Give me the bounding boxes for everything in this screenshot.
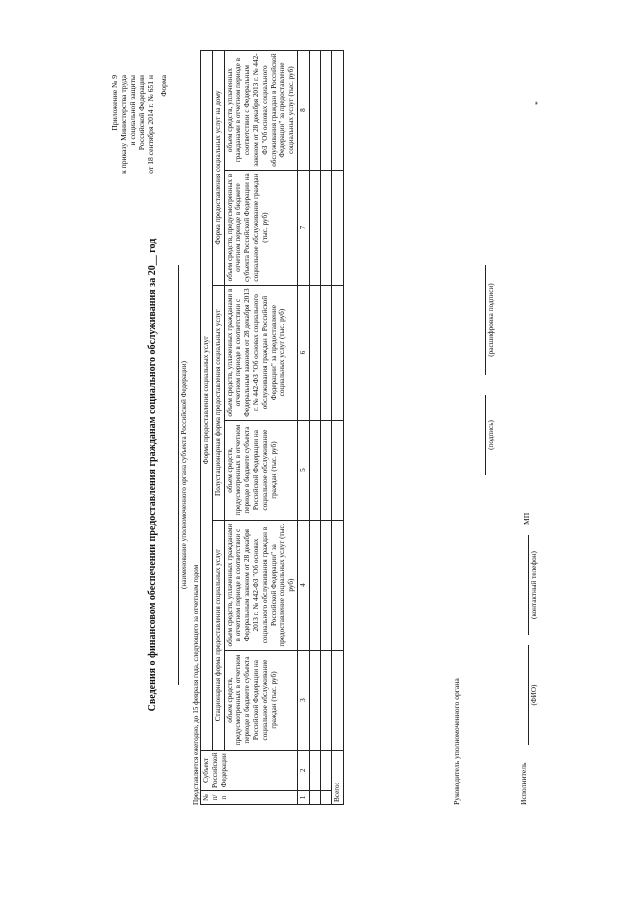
appendix-line: и социальной защиты xyxy=(128,75,137,146)
group-home-header: Форма предоставления социальных услуг на дому xyxy=(212,50,224,285)
stamp-label: МП xyxy=(522,512,531,525)
appendix-number: Приложение № 9 xyxy=(110,75,119,131)
data-cell[interactable] xyxy=(320,791,331,805)
signature-caption: (подпись) xyxy=(487,420,495,450)
decode-line[interactable] xyxy=(485,265,486,375)
index-cell: 7 xyxy=(297,170,309,285)
data-cell[interactable] xyxy=(320,520,331,650)
data-row xyxy=(309,50,320,804)
appendix-line: к приказу Министерства труда xyxy=(119,75,128,174)
col-number-header: № п/п xyxy=(201,791,298,805)
phone-line[interactable] xyxy=(528,535,529,635)
group-stationary-header: Стационарная форма предоставления социальных услуг xyxy=(212,520,224,750)
appendix-block xyxy=(110,75,168,215)
appendix-line: Российской Федерации xyxy=(137,75,146,151)
data-cell[interactable] xyxy=(309,285,320,420)
appendix-date: от 18 сентября 2014 г. № 651 н xyxy=(146,75,155,174)
col-subject-header: Субъект Российской Федерации xyxy=(201,750,298,790)
data-row xyxy=(320,50,331,804)
index-cell: 5 xyxy=(297,420,309,520)
submission-note: Представляется ежегодно, до 15 февраля года, следующего за отчетным годом xyxy=(192,564,200,805)
data-cell[interactable] xyxy=(309,650,320,750)
finance-table xyxy=(200,50,344,805)
signature-line[interactable] xyxy=(485,395,486,475)
document-title: Сведения о финансовом обеспечении предоставления гражданам социального обслуживания за 20__ год xyxy=(147,238,158,712)
page-mark: * xyxy=(533,101,542,105)
data-cell[interactable] xyxy=(320,420,331,520)
total-cell[interactable] xyxy=(331,170,343,285)
index-cell: 2 xyxy=(297,750,309,790)
total-cell[interactable] xyxy=(331,420,343,520)
data-cell[interactable] xyxy=(320,170,331,285)
head-label: Руководитель уполномоченного органа xyxy=(452,678,461,805)
data-cell[interactable] xyxy=(309,420,320,520)
col-budget-header: объем средств, предусмотренных в отчетном периоде в бюджете субъекта Российской Федерации на социальное обслуживание граждан (тыс. руб) xyxy=(224,650,297,750)
fio-line[interactable] xyxy=(528,645,529,745)
index-row xyxy=(297,50,309,804)
form-label: Форма xyxy=(159,75,168,97)
total-cell[interactable] xyxy=(331,285,343,420)
data-cell[interactable] xyxy=(309,750,320,790)
col-paid-header: объем средств, уплаченных гражданами в отчетном периоде в соответствии с Федеральным законом от 28 декабря 2013 г. № 442-ФЗ "Об основах социального обслуживания граждан в Российской Федерации" за предоставление социальных услуг (тыс. руб) xyxy=(224,520,297,650)
decode-caption: (расшифровка подписи) xyxy=(487,283,495,357)
total-cell[interactable] xyxy=(331,50,343,170)
data-cell[interactable] xyxy=(320,650,331,750)
col-paid-header: объем средств, уплаченных гражданами в отчетном периоде в соответствии с Федеральным законом от 28 декабря 2013 г. № 442-ФЗ "Об основах социального обслуживания граждан в Российской Федерации" за предоставление социальных услуг (тыс. руб) xyxy=(224,50,297,170)
total-cell[interactable] xyxy=(331,520,343,650)
org-caption: (наименование уполномоченного органа субъекта Российской Федерации) xyxy=(180,361,188,589)
col-paid-header: объем средств, уплаченных гражданами в отчетном периоде в соответствии с Федеральным законом от 28 декабря 2013 г. № 442-ФЗ "Об основах социального обслуживания граждан в Российской Федерации" за предоставление социальных услуг (тыс. руб) xyxy=(224,285,297,420)
data-cell[interactable] xyxy=(309,170,320,285)
index-cell: 6 xyxy=(297,285,309,420)
phone-caption: (контактный телефон) xyxy=(530,551,538,619)
data-cell[interactable] xyxy=(309,520,320,650)
total-row xyxy=(331,50,343,804)
data-cell[interactable] xyxy=(320,285,331,420)
index-cell: 3 xyxy=(297,650,309,750)
index-cell: 8 xyxy=(297,50,309,170)
org-name-line[interactable] xyxy=(178,265,179,685)
group-forms-header: Форма предоставления социальных услуг xyxy=(201,50,213,750)
data-cell[interactable] xyxy=(320,750,331,790)
index-cell: 1 xyxy=(297,791,309,805)
data-cell[interactable] xyxy=(309,791,320,805)
data-cell[interactable] xyxy=(309,50,320,170)
fio-caption: (ФИО) xyxy=(530,684,538,706)
group-semi-header: Полустационарная форма предоставления социальных услуг xyxy=(212,285,224,520)
col-budget-header: объем средств, предусмотренных в отчетном периоде в бюджете субъекта Российской Федерации на социальное обслуживание граждан (тыс. руб) xyxy=(224,170,297,285)
executor-label: Исполнитель xyxy=(519,762,528,805)
index-cell: 4 xyxy=(297,520,309,650)
col-budget-header: объем средств, предусмотренных в отчетном периоде в бюджете субъекта Российской Федерации на социальное обслуживание граждан (тыс. руб) xyxy=(224,420,297,520)
data-cell[interactable] xyxy=(320,50,331,170)
total-label: Всего: xyxy=(331,750,343,804)
total-cell[interactable] xyxy=(331,650,343,750)
